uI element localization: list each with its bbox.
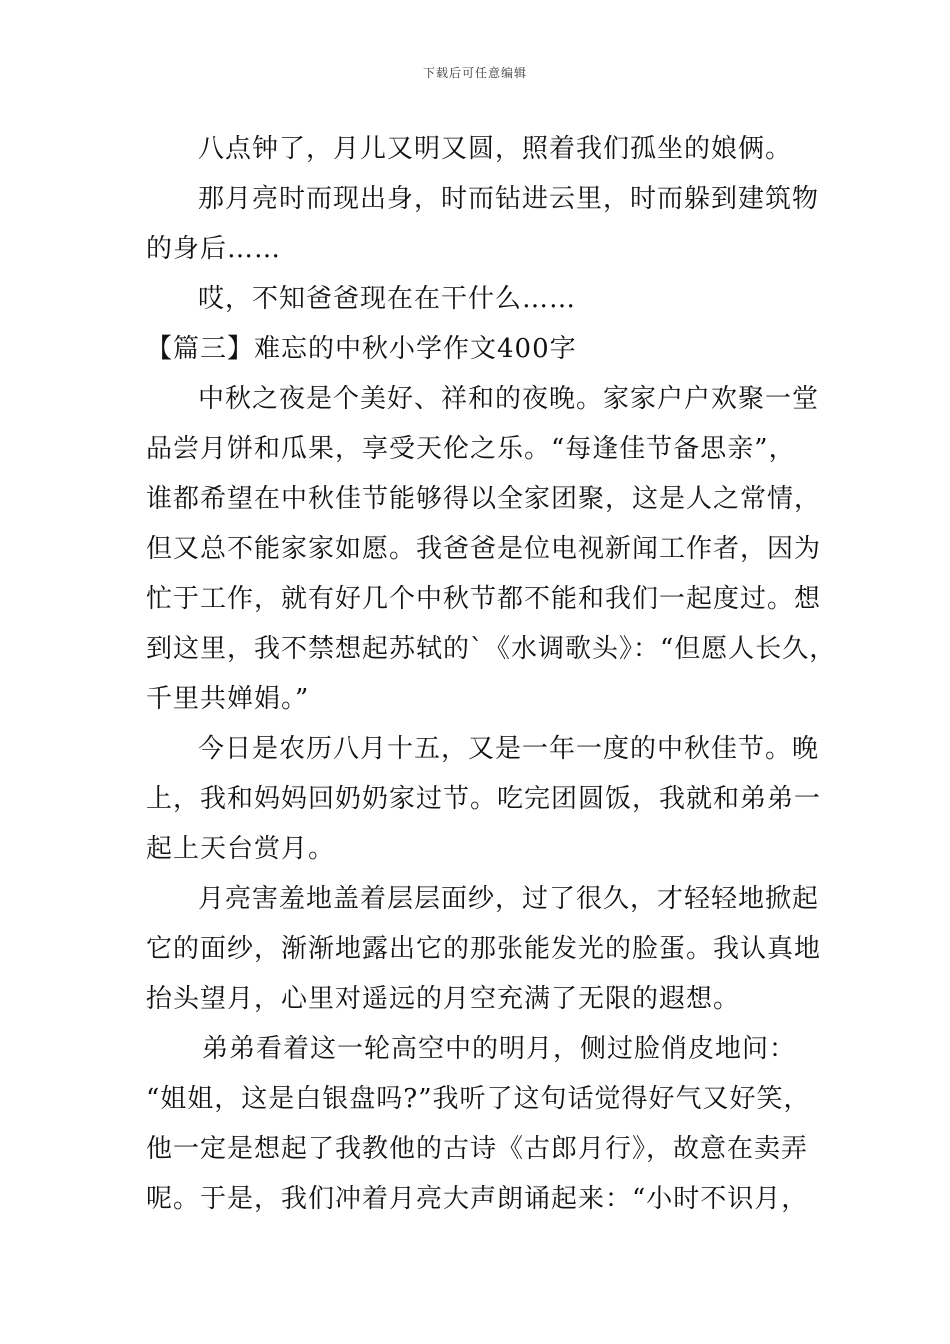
section-heading: 【篇三】难忘的中秋小学作文400字 bbox=[146, 334, 577, 364]
paragraph-line: 弟弟看着这一轮高空中的明月，侧过脸俏皮地问： bbox=[202, 1034, 797, 1064]
paragraph-line: 上，我和妈妈回奶奶家过节。吃完团圆饭，我就和弟弟一 bbox=[146, 784, 822, 814]
paragraph-line: 呢。于是，我们冲着月亮大声朗诵起来：“小时不识月， bbox=[146, 1184, 809, 1214]
paragraph-line: “姐姐，这是白银盘吗?”我听了这句话觉得好气又好笑， bbox=[146, 1084, 811, 1114]
paragraph-line: 抬头望月，心里对遥远的月空充满了无限的遐想。 bbox=[146, 984, 741, 1014]
paragraph-line: 千里共婵娟。” bbox=[146, 684, 310, 714]
document-body bbox=[146, 124, 837, 1224]
paragraph-line: 的身后…… bbox=[146, 234, 282, 264]
paragraph-line: 忙于工作，就有好几个中秋节都不能和我们一起度过。想 bbox=[146, 584, 822, 614]
paragraph-line: 中秋之夜是个美好、祥和的夜晚。家家户户欢聚一堂 bbox=[198, 384, 820, 414]
paragraph-line: 哎，不知爸爸现在在干什么…… bbox=[198, 284, 577, 314]
paragraph-line: 八点钟了，月儿又明又圆，照着我们孤坐的娘俩。 bbox=[198, 134, 793, 164]
paragraph-line: 那月亮时而现出身，时而钻进云里，时而躲到建筑物 bbox=[198, 184, 820, 214]
paragraph-line: 起上天台赏月。 bbox=[146, 834, 336, 864]
paragraph-line: 到这里，我不禁想起苏轼的`《水调歌头》：“但愿人长久， bbox=[146, 634, 837, 664]
paragraph-line: 他一定是想起了我教他的古诗《古郎月行》，故意在卖弄 bbox=[146, 1134, 809, 1164]
page-header: 下载后可任意编辑 bbox=[422, 66, 527, 80]
paragraph-line: 它的面纱，渐渐地露出它的那张能发光的脸蛋。我认真地 bbox=[146, 934, 822, 964]
paragraph-line: 谁都希望在中秋佳节能够得以全家团聚，这是人之常情， bbox=[146, 484, 822, 514]
paragraph-line: 但又总不能家家如愿。我爸爸是位电视新闻工作者，因为 bbox=[146, 534, 822, 564]
paragraph-line: 今日是农历八月十五，又是一年一度的中秋佳节。晚 bbox=[198, 734, 820, 764]
paragraph-line: 品尝月饼和瓜果，享受天伦之乐。“每逢佳节备思亲”， bbox=[146, 434, 796, 464]
paragraph-line: 月亮害羞地盖着层层面纱，过了很久，才轻轻地掀起 bbox=[198, 884, 820, 914]
